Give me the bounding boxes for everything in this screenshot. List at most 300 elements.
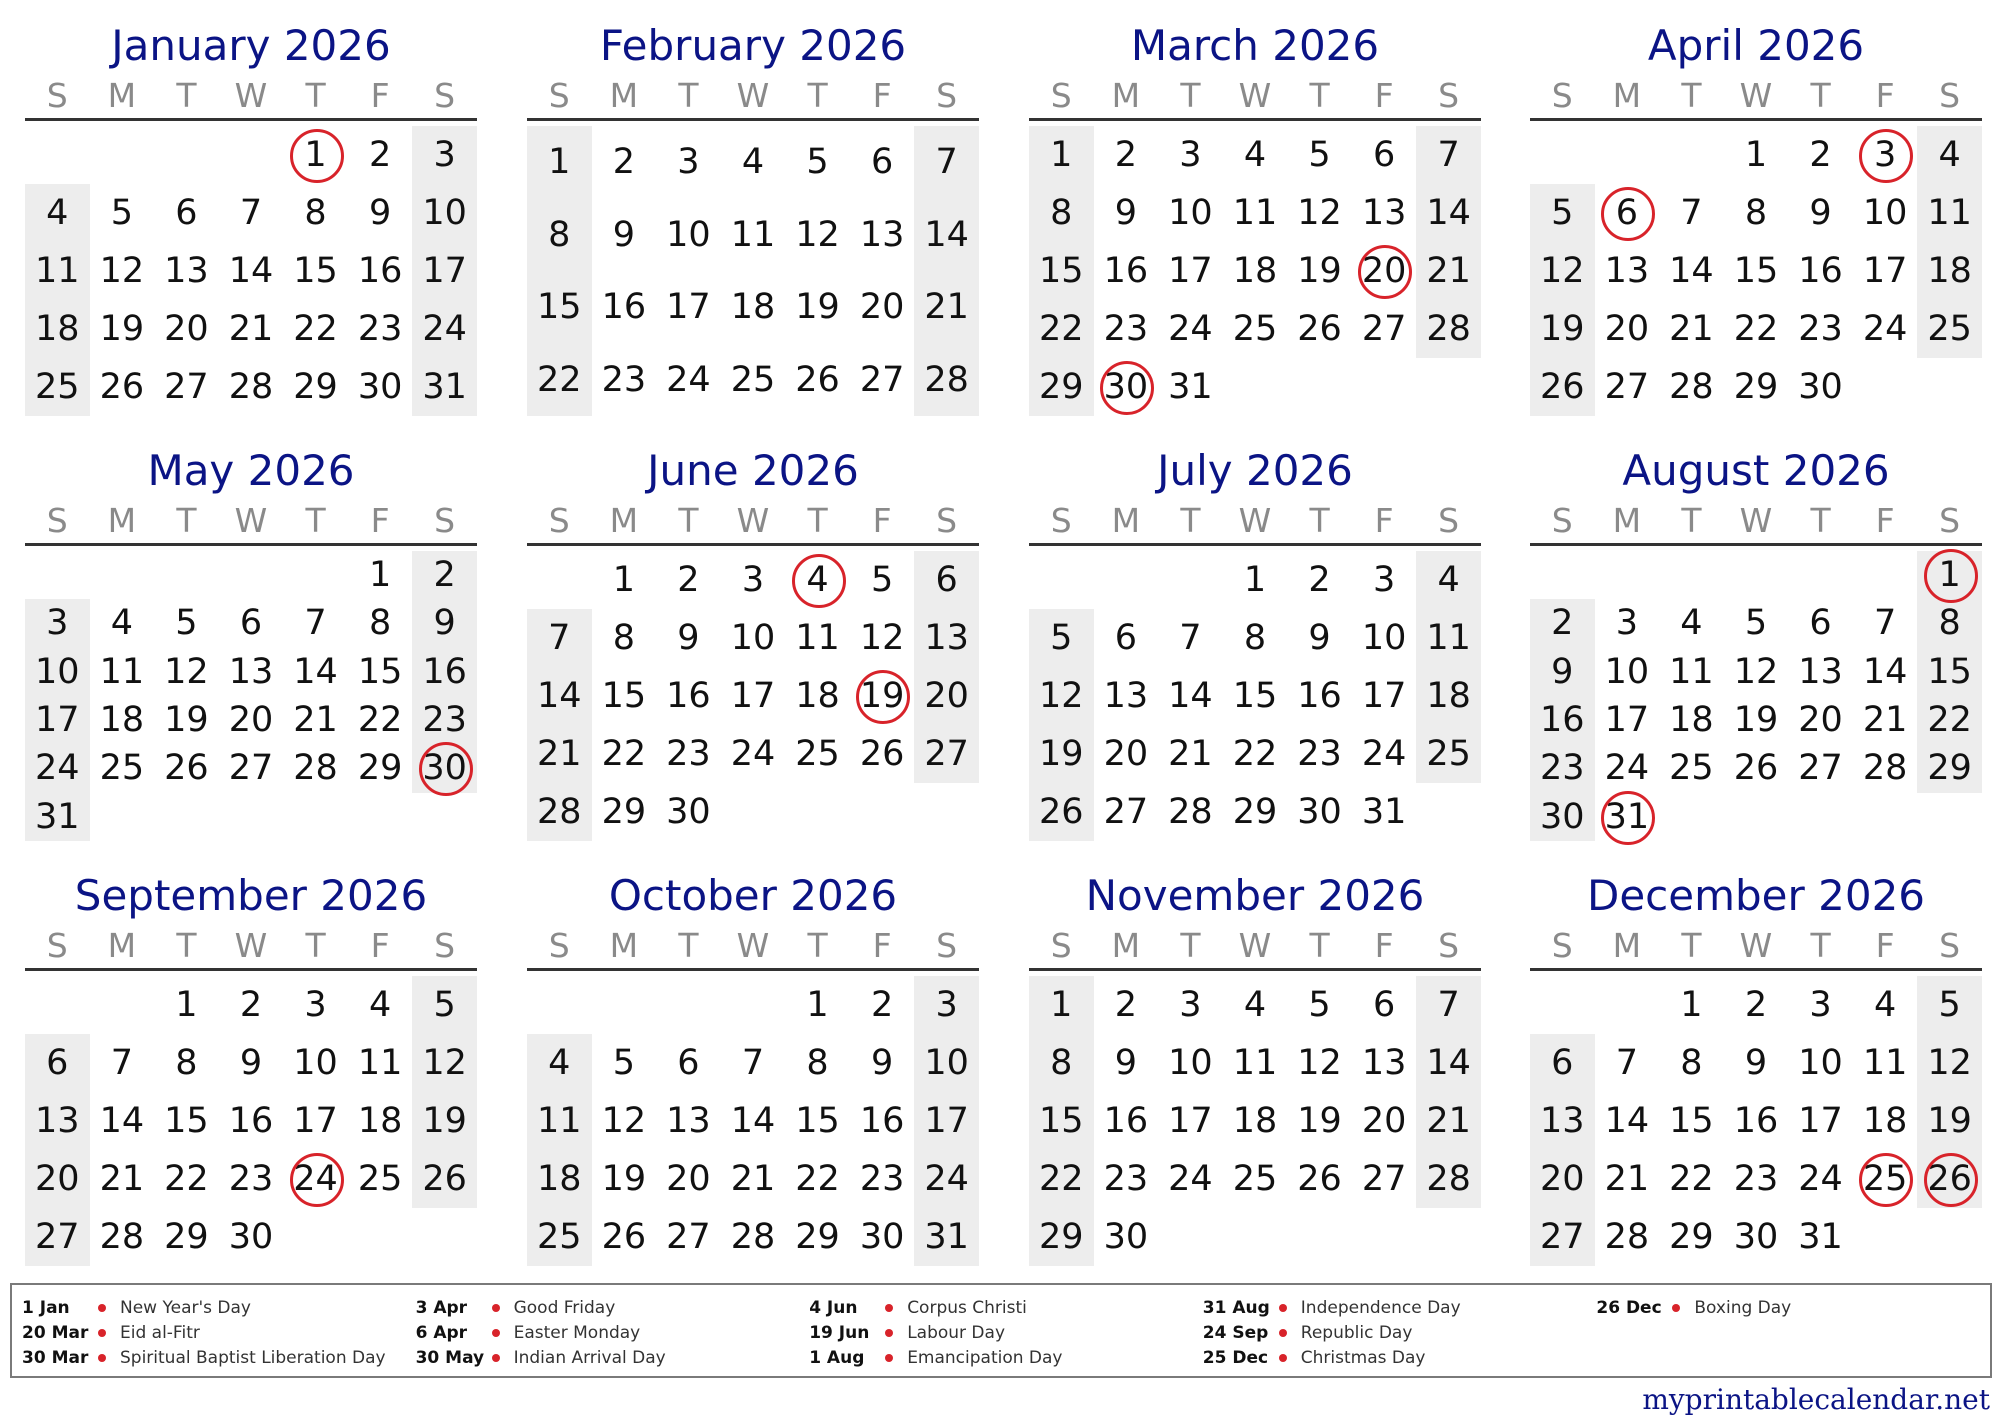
day-cell: 20 — [35, 1159, 80, 1199]
day-cell: 8 — [1744, 193, 1768, 233]
day-cell: 13 — [35, 1101, 80, 1141]
day-grid — [527, 976, 979, 1266]
week-row — [25, 648, 477, 696]
weekday-label: F — [872, 926, 892, 965]
day-cell: 6 — [935, 560, 958, 600]
day-cell: 10 — [1168, 193, 1213, 233]
day-cell: 26 — [422, 1159, 467, 1199]
legend-column — [1203, 1295, 1597, 1376]
day-cell: 12 — [422, 1043, 467, 1083]
weekday-label: W — [1739, 926, 1773, 965]
day-cell: 11 — [1862, 1043, 1908, 1083]
empty-day-cell — [1223, 358, 1288, 416]
day-cell: 18 — [1669, 699, 1714, 740]
weekday-label: M — [1111, 501, 1141, 540]
weekday-label: S — [1939, 501, 1961, 540]
day-cell: 7 — [1680, 193, 1703, 233]
week-row — [25, 744, 477, 792]
day-cell: 31 — [422, 367, 467, 407]
day-cell: 11 — [35, 251, 80, 291]
day-cell: 22 — [601, 734, 647, 774]
empty-day-cell — [1223, 1208, 1288, 1266]
day-cell: 17 — [422, 251, 467, 291]
day-cell: 9 — [870, 1043, 894, 1083]
week-row — [1029, 1208, 1481, 1266]
legend-entry — [22, 1345, 416, 1370]
day-cell: 4 — [1437, 560, 1460, 600]
week-row — [1530, 696, 1982, 744]
day-cell: 29 — [1927, 748, 1972, 789]
month-january — [25, 18, 477, 416]
day-cell: 4 — [46, 193, 69, 233]
empty-day-cell — [1788, 793, 1853, 841]
day-cell: 15 — [293, 251, 338, 291]
day-cell: 22 — [1039, 309, 1084, 349]
weekday-label: M — [1612, 76, 1642, 115]
day-cell: 24 — [1361, 734, 1407, 774]
day-cell: 8 — [175, 1043, 198, 1083]
day-cell: 28 — [1862, 748, 1908, 789]
day-cell: 13 — [1540, 1101, 1585, 1141]
day-cell: 16 — [859, 1101, 905, 1141]
month-may — [25, 443, 477, 841]
day-cell: 25 — [730, 359, 776, 400]
month-june — [527, 443, 979, 841]
weekday-label: T — [1309, 76, 1330, 115]
day-cell: 17 — [1604, 699, 1650, 740]
day-cell: 26 — [164, 748, 209, 789]
weekday-label: S — [46, 76, 68, 115]
day-cell: 27 — [1540, 1217, 1585, 1257]
weekday-label: T — [1681, 501, 1702, 540]
empty-day-cell — [1530, 126, 1595, 184]
day-cell: 18 — [1232, 251, 1278, 291]
week-row — [527, 609, 979, 667]
empty-day-cell — [1595, 551, 1660, 599]
day-cell: 30 — [1733, 1217, 1779, 1257]
month-title: March 2026 — [1130, 21, 1380, 70]
weekday-label: W — [1238, 926, 1272, 965]
empty-day-cell — [154, 551, 219, 599]
empty-day-cell — [283, 793, 348, 841]
day-cell: 21 — [99, 1159, 145, 1199]
day-cell: 5 — [1308, 985, 1331, 1025]
legend-entry — [809, 1345, 1203, 1370]
weekday-header — [527, 924, 979, 971]
empty-day-cell — [219, 551, 284, 599]
week-row — [25, 242, 477, 300]
weekday-label: M — [609, 926, 639, 965]
day-cell: 17 — [1862, 251, 1908, 291]
month-title: August 2026 — [1622, 446, 1890, 495]
day-cell: 16 — [1798, 251, 1843, 291]
month-october — [527, 868, 979, 1266]
day-cell: 23 — [228, 1159, 274, 1199]
day-grid — [1029, 126, 1481, 416]
day-cell: 10 — [293, 1043, 338, 1083]
empty-day-cell — [1724, 793, 1789, 841]
day-cell: 2 — [433, 555, 456, 595]
holiday-day-cell: 30 — [1094, 358, 1159, 416]
legend-holiday-name: Easter Monday — [513, 1322, 641, 1343]
day-cell: 2 — [368, 135, 392, 175]
week-row — [1029, 976, 1481, 1034]
weekday-label: T — [305, 76, 326, 115]
day-cell: 10 — [924, 1043, 969, 1083]
legend-column — [416, 1295, 810, 1376]
month-september — [25, 868, 477, 1266]
day-cell: 26 — [1297, 309, 1342, 349]
empty-day-cell — [1416, 358, 1481, 416]
week-row — [527, 1092, 979, 1150]
empty-day-cell — [154, 793, 219, 841]
weekday-label: W — [1739, 501, 1773, 540]
day-cell: 14 — [537, 676, 582, 716]
day-cell: 18 — [730, 287, 776, 327]
day-cell: 11 — [357, 1043, 403, 1083]
weekday-label: F — [1374, 926, 1394, 965]
legend-date: 24 Sep — [1202, 1322, 1269, 1343]
legend-holiday-name: Good Friday — [513, 1297, 616, 1318]
empty-day-cell — [1158, 551, 1223, 609]
bullet-dot-icon — [98, 1304, 106, 1312]
empty-day-cell — [90, 126, 155, 184]
month-title: April 2026 — [1647, 21, 1865, 70]
weekday-label: S — [548, 76, 570, 115]
day-cell: 19 — [795, 287, 840, 327]
week-row — [1029, 551, 1481, 609]
day-cell: 6 — [1372, 985, 1396, 1025]
day-cell: 5 — [612, 1043, 635, 1083]
day-cell: 9 — [1551, 651, 1574, 692]
week-row — [1530, 744, 1982, 792]
day-cell: 27 — [1798, 748, 1843, 789]
day-cell: 4 — [1243, 135, 1267, 175]
day-cell: 6 — [1809, 603, 1832, 644]
day-cell: 2 — [1809, 135, 1832, 175]
day-cell: 1 — [1744, 135, 1768, 175]
empty-day-cell — [1659, 126, 1724, 184]
week-row — [1029, 609, 1481, 667]
day-cell: 8 — [1680, 1043, 1703, 1083]
week-row — [1029, 1150, 1481, 1208]
day-cell: 19 — [99, 309, 145, 349]
day-cell: 25 — [1927, 309, 1972, 349]
week-row — [25, 300, 477, 358]
day-cell: 29 — [601, 792, 647, 832]
day-cell: 7 — [239, 193, 263, 233]
day-grid — [25, 976, 477, 1266]
bullet-dot-icon — [492, 1354, 500, 1362]
weekday-label: S — [1438, 501, 1460, 540]
day-cell: 2 — [870, 985, 894, 1025]
day-cell: 26 — [1297, 1159, 1342, 1199]
holiday-day-cell: 19 — [850, 667, 915, 725]
day-cell: 7 — [1437, 135, 1460, 175]
day-cell: 5 — [1050, 618, 1073, 658]
legend-holiday-name: Spiritual Baptist Liberation Day — [120, 1347, 386, 1368]
empty-day-cell — [283, 551, 348, 599]
week-row — [1029, 783, 1481, 841]
holiday-day-cell: 24 — [283, 1150, 348, 1208]
week-row — [1029, 1034, 1481, 1092]
day-cell: 14 — [1426, 193, 1471, 233]
day-grid — [1530, 976, 1982, 1266]
day-cell: 14 — [293, 651, 338, 692]
day-cell: 6 — [677, 1043, 700, 1083]
weekday-label: M — [107, 76, 137, 115]
empty-day-cell — [1917, 358, 1982, 416]
day-cell: 23 — [1103, 309, 1149, 349]
day-cell: 18 — [99, 699, 145, 740]
weekday-label: T — [807, 501, 828, 540]
week-row — [25, 184, 477, 242]
day-cell: 31 — [1168, 367, 1213, 407]
day-cell: 4 — [368, 985, 392, 1025]
legend-entry — [416, 1295, 810, 1320]
weekday-label: T — [807, 76, 828, 115]
legend-holiday-name: Eid al-Fitr — [120, 1322, 200, 1343]
day-cell: 12 — [1039, 676, 1084, 716]
empty-day-cell — [90, 976, 155, 1034]
empty-day-cell — [1352, 1208, 1417, 1266]
holiday-day-cell: 4 — [785, 551, 850, 609]
month-title: November 2026 — [1085, 871, 1425, 920]
empty-day-cell — [1416, 783, 1481, 841]
day-cell: 24 — [1604, 748, 1650, 789]
month-title: October 2026 — [608, 871, 898, 920]
day-cell: 6 — [870, 142, 894, 182]
day-cell: 3 — [304, 985, 327, 1025]
weekday-label: T — [807, 926, 828, 965]
day-cell: 24 — [666, 359, 711, 400]
day-cell: 4 — [110, 603, 133, 644]
day-cell: 1 — [548, 142, 571, 182]
day-cell: 3 — [677, 142, 700, 182]
week-row — [1029, 184, 1481, 242]
day-cell: 23 — [1297, 734, 1342, 774]
empty-day-cell — [348, 1208, 413, 1266]
day-cell: 2 — [1308, 560, 1331, 600]
legend-entry — [22, 1320, 416, 1345]
day-cell: 30 — [859, 1217, 905, 1257]
month-march — [1029, 18, 1481, 416]
day-cell: 23 — [601, 359, 647, 400]
empty-day-cell — [1029, 551, 1094, 609]
bullet-dot-icon — [98, 1354, 106, 1362]
day-cell: 17 — [1168, 251, 1213, 291]
day-grid — [25, 126, 477, 416]
day-cell: 1 — [1243, 560, 1267, 600]
day-cell: 24 — [1862, 309, 1908, 349]
legend-date: 31 Aug — [1202, 1297, 1270, 1318]
day-cell: 18 — [1862, 1101, 1908, 1141]
empty-day-cell — [90, 551, 155, 599]
day-cell: 16 — [1103, 1101, 1149, 1141]
day-cell: 4 — [741, 142, 765, 182]
week-row — [25, 696, 477, 744]
day-cell: 10 — [35, 651, 80, 692]
weekday-header — [1530, 499, 1982, 546]
day-cell: 9 — [433, 603, 456, 644]
holiday-day-cell: 26 — [1917, 1150, 1982, 1208]
legend-entry — [1203, 1320, 1597, 1345]
day-cell: 6 — [175, 193, 198, 233]
day-cell: 25 — [35, 367, 80, 407]
legend-date: 1 Aug — [809, 1347, 865, 1368]
day-cell: 21 — [1168, 734, 1213, 774]
day-cell: 6 — [1372, 135, 1396, 175]
day-cell: 13 — [228, 651, 274, 692]
week-row — [1029, 242, 1481, 300]
day-cell: 28 — [1669, 367, 1714, 407]
empty-day-cell — [1724, 551, 1789, 599]
day-cell: 18 — [1927, 251, 1972, 291]
day-cell: 23 — [1733, 1159, 1779, 1199]
week-row — [1029, 126, 1481, 184]
weekday-label: F — [1875, 926, 1895, 965]
empty-day-cell — [592, 976, 657, 1034]
day-cell: 8 — [1243, 618, 1267, 658]
day-cell: 6 — [239, 603, 263, 644]
day-cell: 26 — [795, 359, 840, 400]
day-cell: 9 — [239, 1043, 263, 1083]
day-cell: 18 — [1232, 1101, 1278, 1141]
day-cell: 15 — [795, 1101, 840, 1141]
day-cell: 17 — [666, 287, 711, 327]
weekday-header — [1029, 924, 1481, 971]
weekday-label: T — [1309, 926, 1330, 965]
day-cell: 9 — [1809, 193, 1832, 233]
day-cell: 14 — [1426, 1043, 1471, 1083]
day-cell: 19 — [1039, 734, 1084, 774]
empty-day-cell — [914, 783, 979, 841]
weekday-label: T — [1810, 76, 1831, 115]
legend-entry — [22, 1295, 416, 1320]
day-cell: 5 — [433, 985, 456, 1025]
day-cell: 19 — [1927, 1101, 1972, 1141]
holiday-day-cell: 1 — [1917, 551, 1982, 599]
day-cell: 23 — [859, 1159, 905, 1199]
empty-day-cell — [656, 976, 721, 1034]
week-row — [527, 1150, 979, 1208]
day-cell: 31 — [1361, 792, 1407, 832]
day-grid — [527, 126, 979, 416]
month-title: December 2026 — [1586, 871, 1926, 920]
day-cell: 22 — [1669, 1159, 1714, 1199]
empty-day-cell — [25, 551, 90, 599]
day-cell: 28 — [537, 792, 582, 832]
weekday-label: T — [1180, 501, 1201, 540]
day-cell: 29 — [1669, 1217, 1714, 1257]
day-cell: 20 — [1361, 1101, 1407, 1141]
day-cell: 22 — [795, 1159, 840, 1199]
day-cell: 19 — [1733, 699, 1779, 740]
day-cell: 25 — [99, 748, 145, 789]
day-cell: 19 — [1540, 309, 1585, 349]
legend-date: 25 Dec — [1202, 1347, 1269, 1368]
week-row — [1530, 358, 1982, 416]
day-cell: 11 — [730, 214, 776, 255]
day-cell: 3 — [1179, 985, 1202, 1025]
empty-day-cell — [1416, 1208, 1481, 1266]
day-cell: 14 — [1862, 651, 1908, 692]
week-row — [1530, 184, 1982, 242]
weekday-label: F — [370, 76, 390, 115]
weekday-label: S — [936, 76, 958, 115]
day-cell: 28 — [1426, 309, 1471, 349]
day-cell: 27 — [924, 734, 969, 774]
empty-day-cell — [25, 126, 90, 184]
weekday-label: S — [548, 926, 570, 965]
day-cell: 2 — [1551, 603, 1574, 644]
empty-day-cell — [1352, 358, 1417, 416]
week-row — [1029, 725, 1481, 783]
day-cell: 10 — [1168, 1043, 1213, 1083]
day-cell: 12 — [1733, 651, 1779, 692]
bullet-dot-icon — [885, 1329, 893, 1337]
week-row — [1530, 976, 1982, 1034]
day-cell: 28 — [730, 1217, 776, 1257]
day-cell: 29 — [1733, 367, 1779, 407]
day-cell: 1 — [612, 560, 635, 600]
week-row — [527, 1034, 979, 1092]
day-cell: 1 — [368, 555, 392, 595]
day-cell: 25 — [1669, 748, 1714, 789]
day-cell: 5 — [1308, 135, 1331, 175]
legend-entry — [1596, 1295, 1990, 1320]
weekday-label: S — [1438, 926, 1460, 965]
empty-day-cell — [1853, 358, 1918, 416]
empty-day-cell — [412, 793, 477, 841]
day-cell: 27 — [1604, 367, 1650, 407]
legend-entry — [1203, 1345, 1597, 1370]
week-row — [1029, 358, 1481, 416]
weekday-label: T — [1309, 501, 1330, 540]
day-cell: 21 — [293, 699, 338, 740]
day-cell: 11 — [1669, 651, 1714, 692]
legend-entry — [416, 1320, 810, 1345]
day-cell: 27 — [228, 748, 274, 789]
day-cell: 21 — [1604, 1159, 1650, 1199]
month-title: June 2026 — [647, 446, 859, 495]
weekday-label: T — [1180, 76, 1201, 115]
week-row — [25, 976, 477, 1034]
day-cell: 5 — [1938, 985, 1961, 1025]
empty-day-cell — [1530, 976, 1595, 1034]
weekday-header — [1530, 924, 1982, 971]
month-title: September 2026 — [74, 871, 428, 920]
week-row — [1530, 551, 1982, 599]
legend-column — [1596, 1295, 1990, 1376]
weekday-label: T — [305, 501, 326, 540]
day-cell: 29 — [795, 1217, 840, 1257]
weekday-label: M — [1612, 501, 1642, 540]
empty-day-cell — [1287, 358, 1352, 416]
week-row — [1530, 1092, 1982, 1150]
weekday-label: S — [1438, 76, 1460, 115]
weekday-label: M — [107, 926, 137, 965]
legend-date: 3 Apr — [415, 1297, 468, 1318]
day-cell: 2 — [239, 985, 263, 1025]
day-cell: 7 — [548, 618, 571, 658]
legend-entry — [416, 1345, 810, 1370]
bullet-dot-icon — [1279, 1329, 1287, 1337]
day-cell: 10 — [1862, 193, 1908, 233]
day-cell: 21 — [730, 1159, 776, 1199]
day-cell: 3 — [1615, 603, 1638, 644]
day-cell: 1 — [1050, 135, 1073, 175]
